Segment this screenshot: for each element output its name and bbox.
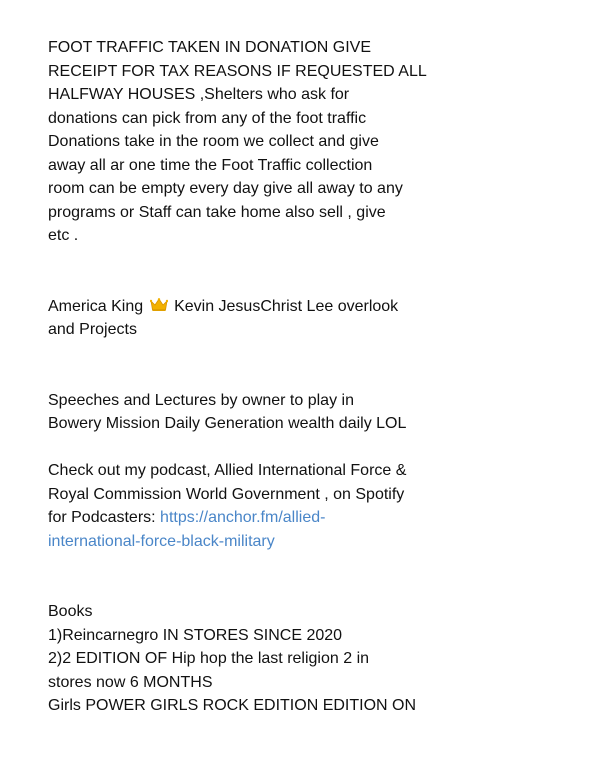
king-text: America King [48,297,144,315]
text-line [48,295,568,319]
podcast-paragraph [48,459,568,553]
crown-icon [150,298,168,312]
text-line: Royal Commission World Government , on Spotify [48,485,405,503]
text-line [48,530,568,554]
book-item: Girls POWER GIRLS ROCK EDITION EDITION ON [48,697,417,714]
paragraph-spacer [48,248,568,295]
text-line: RECEIPT FOR TAX REASONS IF REQUESTED ALL [48,62,427,80]
book-item: stores now 6 MONTHS [48,673,213,691]
text-line: and Projects [48,321,137,338]
book-item: 2)2 EDITION OF Hip hop the last religion 2 in [48,650,370,667]
text-line [48,506,568,530]
donation-paragraph [48,36,568,248]
podcasters-label: for Podcasters: [48,509,161,526]
document-page [48,36,568,718]
king-name-text: Kevin JesusChrist Lee overlook [174,297,399,315]
books-section [48,600,568,718]
text-line: Speeches and Lectures by owner to play in [48,391,354,409]
text-line: etc . [48,227,79,244]
text-line: away all ar one time the Foot Traffic collection [48,156,373,174]
book-item: 1)Reincarnegro IN STORES SINCE 2020 [48,626,343,644]
king-paragraph [48,295,568,342]
text-line: Donations take in the room we collect and give [48,133,379,150]
paragraph-spacer [48,553,568,600]
podcast-link[interactable]: https://anchor.fm/allied- [160,509,326,526]
text-line: Bowery Mission Daily Generation wealth daily LOL [48,415,407,432]
books-heading: Books [48,603,93,620]
text-line: FOOT TRAFFIC TAKEN IN DONATION GIVE [48,39,371,56]
paragraph-spacer [48,436,568,460]
speeches-paragraph [48,389,568,436]
text-line: programs or Staff can take home also sell , give [48,203,386,221]
text-line: HALFWAY HOUSES ,Shelters who ask for [48,86,350,103]
text-line: room can be empty every day give all away to any [48,180,403,197]
paragraph-spacer [48,342,568,389]
podcast-link-continued[interactable]: international-force-black-military [48,532,275,550]
text-line: Check out my podcast, Allied International Force & [48,462,407,479]
text-line: donations can pick from any of the foot traffic [48,109,367,127]
